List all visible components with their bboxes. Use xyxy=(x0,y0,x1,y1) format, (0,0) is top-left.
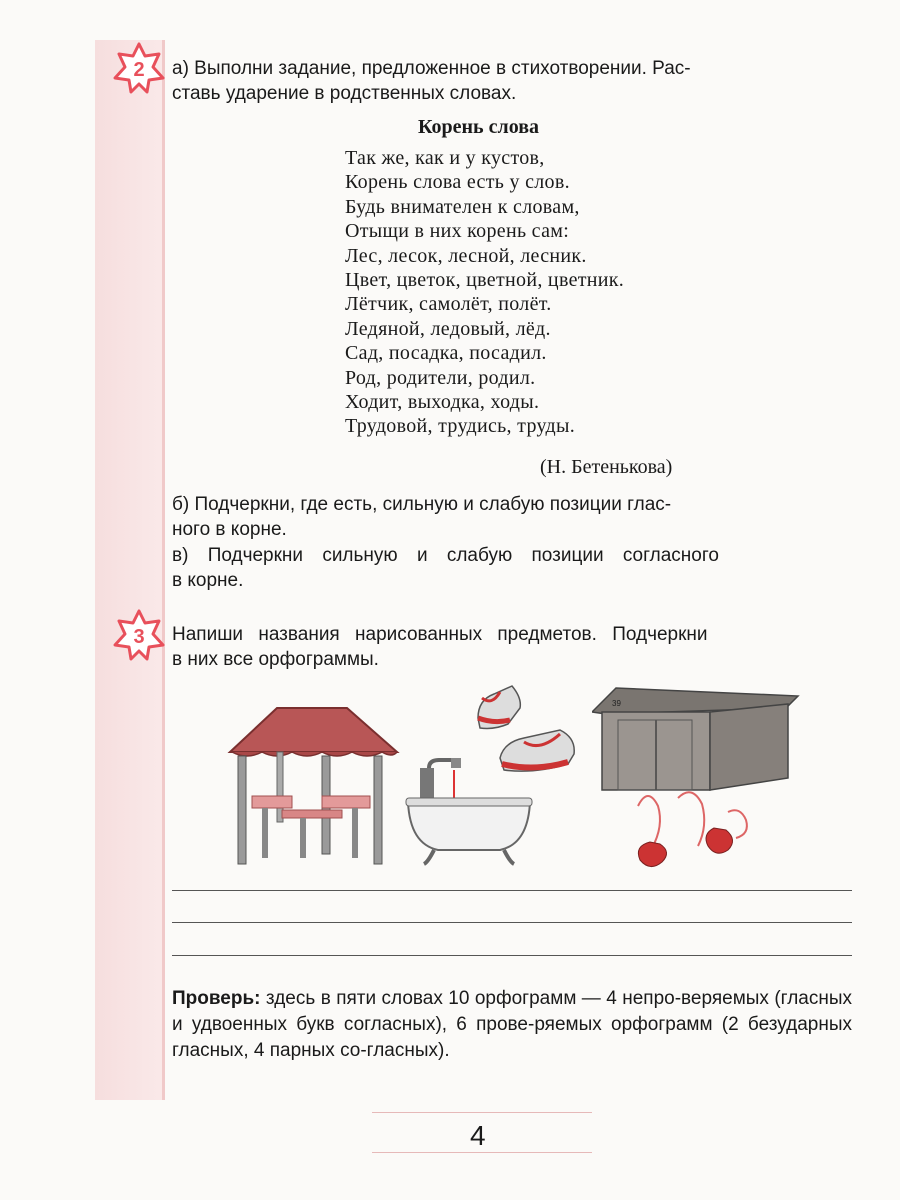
garage-number: 39 xyxy=(612,699,621,708)
poem-line: Лётчик, самолёт, полёт. xyxy=(345,293,552,316)
task3-number: 3 xyxy=(133,626,145,648)
poem-line: Так же, как и у кустов, xyxy=(345,147,545,169)
page-rule-top xyxy=(372,1112,592,1113)
task3-line2: в них все орфограммы. xyxy=(172,649,379,670)
task3-instructions xyxy=(172,622,852,672)
task2-b xyxy=(172,492,852,542)
check-label: Проверь: xyxy=(172,988,261,1009)
poem-line: Будь внимателен к словам, xyxy=(345,195,580,218)
answer-line[interactable] xyxy=(172,890,852,891)
answer-line[interactable] xyxy=(172,922,852,923)
task3-line1: Напиши названия нарисованных предметов. Подчеркни xyxy=(172,624,708,645)
check-text: здесь в пяти словах 10 орфограмм — 4 непро-веряемых (гласных и удвоенных букв согласных), 6 прове-ряемых орфограмм (2 безударных гласных, 4 парных со-гласных). xyxy=(172,988,852,1061)
gazebo-icon xyxy=(222,700,402,870)
answer-line[interactable] xyxy=(172,955,852,956)
task2-b-line2: ного в корне. xyxy=(172,519,287,540)
poem-line: Род, родители, родил. xyxy=(345,366,536,389)
check-note xyxy=(172,986,852,1064)
poem-author: (Н. Бетенькова) xyxy=(540,456,673,478)
sneakers-icon xyxy=(464,684,594,784)
task2-a-line1: а) Выполни задание, предложенное в стихотворении. Рас- xyxy=(172,58,691,79)
task2-b-line1: б) Подчеркни, где есть, сильную и слабую позиции глас- xyxy=(172,494,672,515)
task2-number: 2 xyxy=(133,59,145,81)
star-badge-icon xyxy=(113,42,165,94)
poem-line: Цвет, цветок, цветной, цветник. xyxy=(345,269,625,292)
poem xyxy=(345,146,624,439)
poem-line: Сад, посадка, посадил. xyxy=(345,342,547,365)
poem-line: Корень слова есть у слов. xyxy=(345,171,570,194)
task2-c-line2: в корне. xyxy=(172,570,244,591)
task2-a-line2: ставь ударение в родственных словах. xyxy=(172,83,517,104)
poem-line: Отыщи в них корень сам: xyxy=(345,220,570,243)
star-badge-icon xyxy=(113,609,165,661)
poem-line: Лес, лесок, лесной, лесник. xyxy=(345,244,587,267)
poem-title: Корень слова xyxy=(418,116,540,138)
task2-a xyxy=(172,56,852,106)
skates-icon xyxy=(628,786,758,876)
task2-c-line1: в) Подчеркни сильную и слабую позиции согласного xyxy=(172,545,719,566)
margin-band xyxy=(95,40,165,1100)
page-rule-bottom xyxy=(372,1152,592,1153)
garage-icon xyxy=(592,682,802,792)
poem-line: Трудовой, трудись, труды. xyxy=(345,415,576,438)
poem-line: Ледяной, ледовый, лёд. xyxy=(345,317,551,340)
task2-c xyxy=(172,543,852,593)
poem-line: Ходит, выходка, ходы. xyxy=(345,391,540,414)
page-number: 4 xyxy=(470,1120,486,1151)
